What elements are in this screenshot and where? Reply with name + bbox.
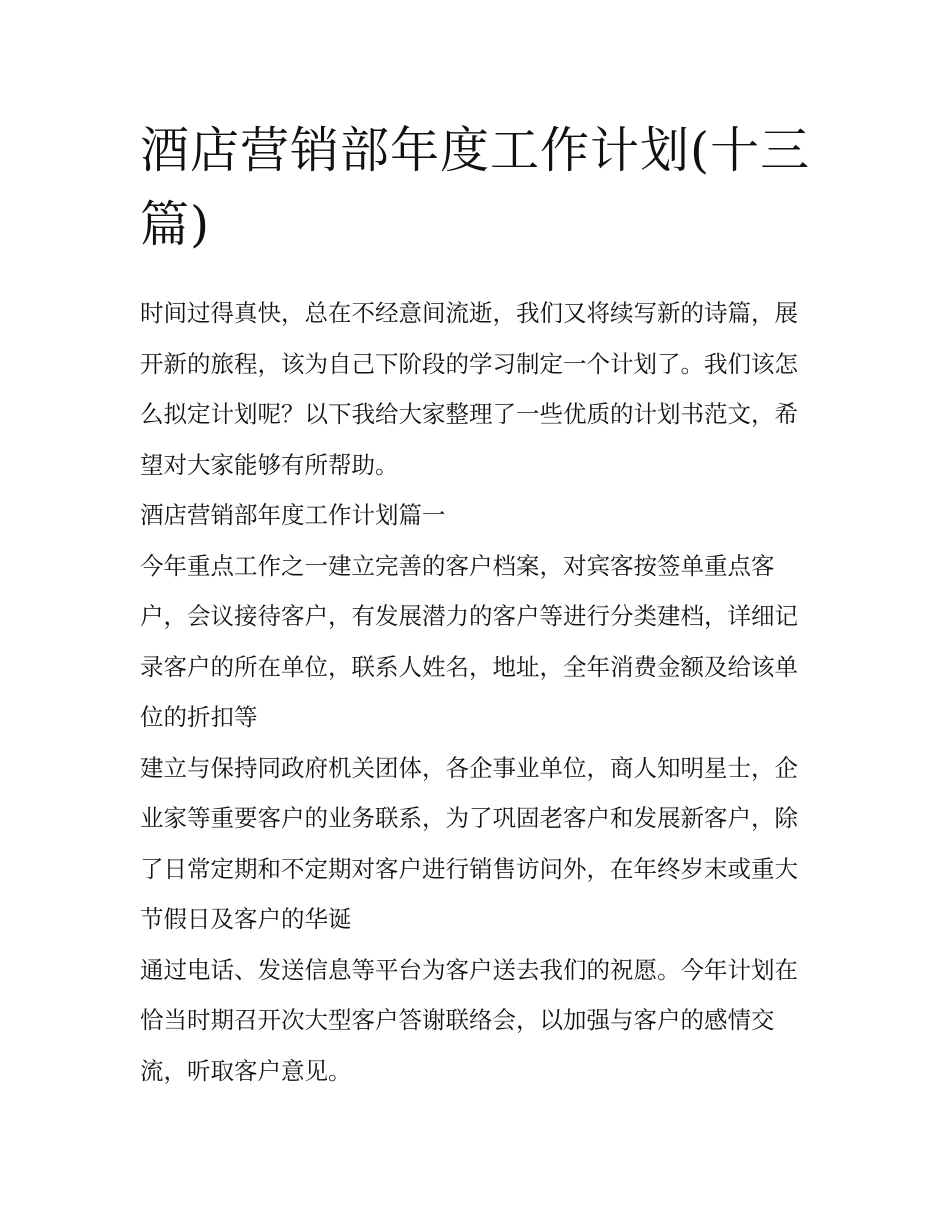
section-heading: 酒店营销部年度工作计划篇一 bbox=[140, 501, 446, 529]
document-page bbox=[140, 114, 820, 1096]
body-paragraph-1: 今年重点工作之一建立完善的客户档案，对宾客按签单重点客户，会议接待客户，有发展潜力的客户等进行分类建档，详细记录客户的所在单位，联系人姓名，地址，全年消费金额及给该单位的折扣等 bbox=[140, 551, 798, 731]
document-body bbox=[140, 288, 820, 1096]
document-title: 酒店营销部年度工作计划(十三篇) bbox=[140, 122, 811, 253]
intro-paragraph: 时间过得真快，总在不经意间流逝，我们又将续写新的诗篇，展开新的旅程，该为自己下阶段的学习制定一个计划了。我们该怎么拟定计划呢？以下我给大家整理了一些优质的计划书范文，希望对大家能够有所帮助。 bbox=[140, 299, 798, 479]
body-paragraph-3: 通过电话、发送信息等平台为客户送去我们的祝愿。今年计划在恰当时期召开次大型客户答谢联络会，以加强与客户的感情交流，听取客户意见。 bbox=[140, 955, 798, 1085]
body-paragraph-2: 建立与保持同政府机关团体，各企事业单位，商人知明星士，企业家等重要客户的业务联系，为了巩固老客户和发展新客户，除了日常定期和不定期对客户进行销售访问外，在年终岁末或重大节假日及客户的华诞 bbox=[140, 753, 798, 933]
